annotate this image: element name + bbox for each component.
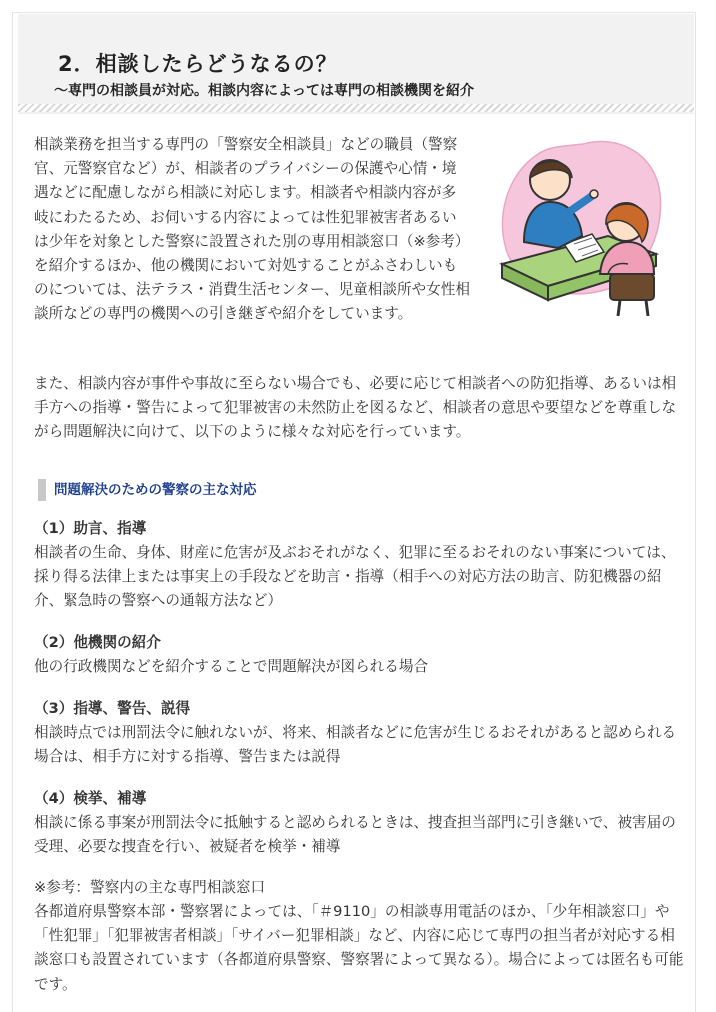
header-divider xyxy=(18,104,694,112)
item-4-body: 相談に係る事案が刑罰法令に抵触すると認められるときは、捜査担当部門に引き継いで、被害届の受理、必要な捜査を行い、被疑者を検挙・補導 xyxy=(34,814,676,856)
item-4-title: （4）検挙、補導 xyxy=(34,790,147,807)
intro-paragraph-2: また、相談内容が事件や事故に至らない場合でも、必要に応じて相談者への防犯指導、あるいは相手方への指導・警告によって犯罪被害の未然防止を図るなど、相談者の意思や要望などを尊重しながら問題解決に向けて、以下のように様々な対応を行っています。 xyxy=(34,375,677,441)
item-2-body: 他の行政機関などを紹介することで問題解決が図られる場合 xyxy=(34,658,429,675)
reference-title: ※参考：警察内の主な専門相談窓口 xyxy=(34,879,266,896)
reference-body: 各都道府県警察本部・警察署によっては、「＃9110」の相談専用電話のほか、「少年相談窓口」や「性犯罪」「犯罪被害者相談」「サイバー犯罪相談」など、内容に応じて専門の担当者が対応する相談窓口も設置されています（各都道府県警察、警察署によって異なる）。場合によっては匿名も可能です。 xyxy=(34,903,684,993)
item-1-title: （1）助言、指導 xyxy=(34,520,147,537)
consultation-illustration-icon xyxy=(488,124,668,324)
item-2-title: （2）他機関の紹介 xyxy=(34,634,161,651)
intro-paragraph-1: 相談業務を担当する専門の「警察安全相談員」などの職員（警察官、元警察官など）が、相談者のプライバシーの保護や心情・境遇などに配慮しながら相談に対応します。相談者や相談内容が多岐にわたるため、お伺いする内容によっては性犯罪被害者あるいは少年を対象とした警察に設置された別の専用相談窓口（※参考）を紹介するほか、他の機関において対処することがふさわしいものについては、法テラス・消費生活センター、児童相談所や女性相談所などの専門の機関への引き継ぎや紹介をしています。 xyxy=(34,136,470,323)
item-3-body: 相談時点では刑罰法令に触れないが、将来、相談者などに危害が生じるおそれがあると認められる場合は、相手方に対する指導、警告または説得 xyxy=(34,724,677,766)
page-subtitle: ～専門の相談員が対応。相談内容によっては専門の相談機関を紹介 xyxy=(54,83,474,99)
item-1-body: 相談者の生命、身体、財産に危害が及ぶおそれがなく、犯罪に至るおそれのない事案については、採り得る法律上または事実上の手段などを助言・指導（相手への対応方法の助言、防犯機器の紹介、緊急時の警察への通報方法など） xyxy=(34,544,676,610)
section-heading: 問題解決のための警察の主な対応 xyxy=(38,479,257,501)
section-header xyxy=(18,14,694,114)
page-title: 2．相談したらどうなるの？ xyxy=(58,52,338,76)
item-3-title: （3）指導、警告、説得 xyxy=(34,700,191,717)
